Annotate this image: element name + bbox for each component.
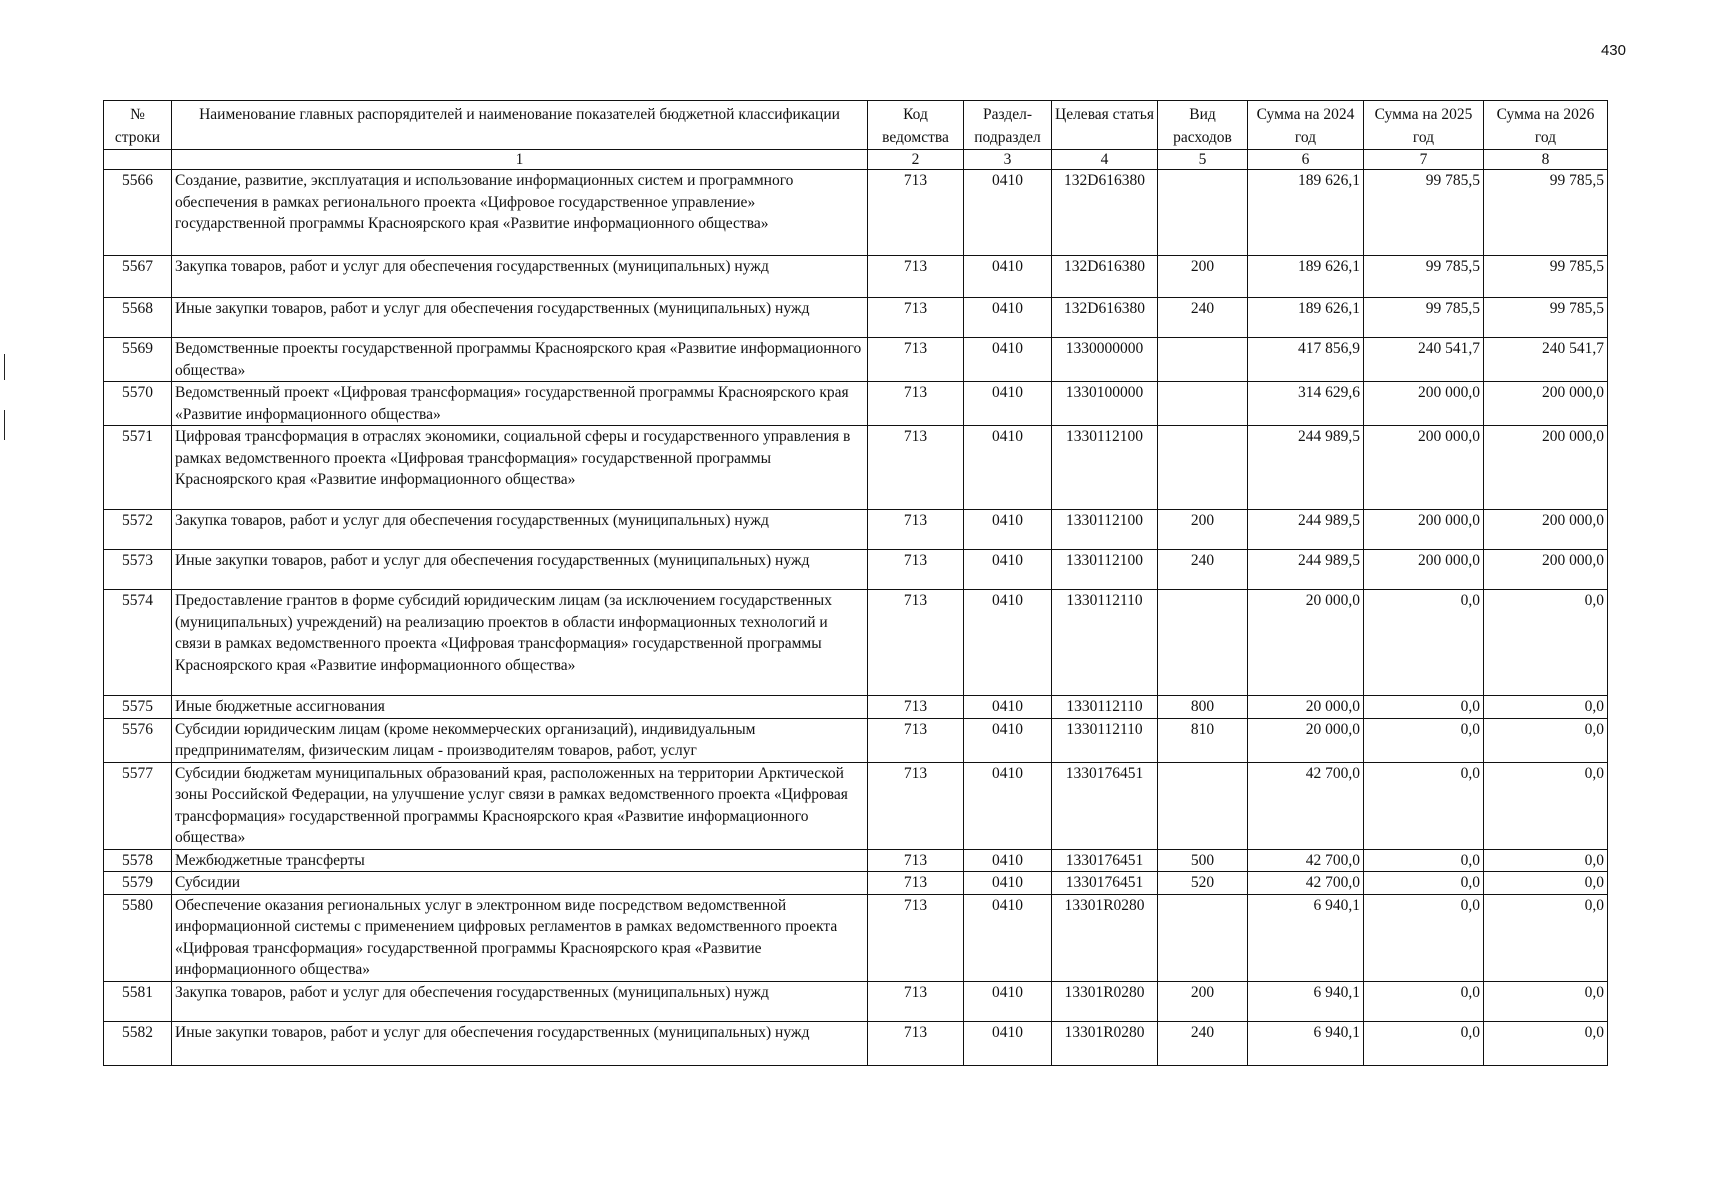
target-article: 1330112100 — [1052, 426, 1158, 510]
row-number: 5574 — [104, 590, 172, 696]
dept-code: 713 — [868, 298, 964, 338]
target-article: 1330112110 — [1052, 590, 1158, 696]
row-name: Предоставление грантов в форме субсидий юридическим лицам (за исключением государственных (муниципальных) учреждений) на реализацию проектов в области информационных технологий и связи в рамках ведомственного проекта «Цифровая трансформация» государственной программы Красноярского края «Развитие информационного общества» — [172, 590, 868, 696]
section-code: 0410 — [964, 590, 1052, 696]
row-name: Обеспечение оказания региональных услуг в электронном виде посредством ведомственной информационной системы с применением цифровых регламентов в рамках ведомственного проекта «Цифровая трансформация» государственной программы Красноярского края «Развитие информационного общества» — [172, 894, 868, 981]
sum-2026: 240 541,7 — [1484, 338, 1608, 382]
target-article: 1330176451 — [1052, 849, 1158, 872]
section-code: 0410 — [964, 298, 1052, 338]
expense-type: 200 — [1158, 256, 1248, 298]
header-dept-code: Код ведомства — [868, 101, 964, 150]
expense-type: 800 — [1158, 696, 1248, 719]
section-code: 0410 — [964, 510, 1052, 550]
sum-2026: 200 000,0 — [1484, 426, 1608, 510]
expense-type — [1158, 338, 1248, 382]
sum-2024: 244 989,5 — [1248, 426, 1364, 510]
section-code: 0410 — [964, 1021, 1052, 1065]
sum-2025: 200 000,0 — [1364, 382, 1484, 426]
header-expense-type: Вид расходов — [1158, 101, 1248, 150]
dept-code: 713 — [868, 872, 964, 895]
expense-type: 810 — [1158, 718, 1248, 762]
dept-code: 713 — [868, 426, 964, 510]
table-row — [104, 849, 1608, 872]
section-code: 0410 — [964, 550, 1052, 590]
table-row — [104, 894, 1608, 981]
sum-2025: 99 785,5 — [1364, 298, 1484, 338]
dept-code: 713 — [868, 1021, 964, 1065]
sum-2025: 0,0 — [1364, 762, 1484, 849]
sum-2024: 42 700,0 — [1248, 762, 1364, 849]
table-row — [104, 510, 1608, 550]
sum-2026: 0,0 — [1484, 872, 1608, 895]
row-name: Закупка товаров, работ и услуг для обеспечения государственных (муниципальных) нужд — [172, 981, 868, 1021]
sum-2025: 0,0 — [1364, 590, 1484, 696]
dept-code: 713 — [868, 718, 964, 762]
sum-2026: 0,0 — [1484, 981, 1608, 1021]
row-number: 5582 — [104, 1021, 172, 1065]
expense-type: 240 — [1158, 1021, 1248, 1065]
sum-2025: 0,0 — [1364, 872, 1484, 895]
target-article: 132D616380 — [1052, 256, 1158, 298]
dept-code: 713 — [868, 849, 964, 872]
column-number: 1 — [172, 150, 868, 170]
target-article: 1330100000 — [1052, 382, 1158, 426]
table-row — [104, 1021, 1608, 1065]
scan-margin-mark — [4, 354, 5, 380]
row-name: Создание, развитие, эксплуатация и использование информационных систем и программного обеспечения в рамках регионального проекта «Цифровое государственное управление» государственной программы Красноярского края «Развитие информационного общества» — [172, 170, 868, 256]
header-target-article: Целевая статья — [1052, 101, 1158, 150]
table-row — [104, 298, 1608, 338]
page-number: 430 — [1600, 42, 1626, 59]
sum-2026: 99 785,5 — [1484, 256, 1608, 298]
sum-2025: 0,0 — [1364, 849, 1484, 872]
sum-2024: 20 000,0 — [1248, 718, 1364, 762]
dept-code: 713 — [868, 696, 964, 719]
section-code: 0410 — [964, 256, 1052, 298]
sum-2025: 0,0 — [1364, 1021, 1484, 1065]
row-name: Ведомственный проект «Цифровая трансформация» государственной программы Красноярского края «Развитие информационного общества» — [172, 382, 868, 426]
target-article: 1330112110 — [1052, 718, 1158, 762]
dept-code: 713 — [868, 894, 964, 981]
sum-2025: 99 785,5 — [1364, 256, 1484, 298]
sum-2025: 0,0 — [1364, 981, 1484, 1021]
expense-type — [1158, 170, 1248, 256]
header-name: Наименование главных распорядителей и наименование показателей бюджетной классификации — [172, 101, 868, 150]
sum-2024: 6 940,1 — [1248, 1021, 1364, 1065]
column-number: 3 — [964, 150, 1052, 170]
sum-2024: 244 989,5 — [1248, 550, 1364, 590]
row-name: Межбюджетные трансферты — [172, 849, 868, 872]
target-article: 1330112100 — [1052, 510, 1158, 550]
table-row — [104, 256, 1608, 298]
target-article: 1330000000 — [1052, 338, 1158, 382]
table-row — [104, 590, 1608, 696]
section-code: 0410 — [964, 696, 1052, 719]
dept-code: 713 — [868, 590, 964, 696]
column-number: 6 — [1248, 150, 1364, 170]
row-name: Цифровая трансформация в отраслях экономики, социальной сферы и государственного управления в рамках ведомственного проекта «Цифровая трансформация» государственной программы Красноярского края «Развитие информационного общества» — [172, 426, 868, 510]
expense-type: 500 — [1158, 849, 1248, 872]
row-number: 5568 — [104, 298, 172, 338]
table-row — [104, 872, 1608, 895]
expense-type — [1158, 382, 1248, 426]
section-code: 0410 — [964, 382, 1052, 426]
dept-code: 713 — [868, 762, 964, 849]
sum-2026: 99 785,5 — [1484, 298, 1608, 338]
expense-type — [1158, 762, 1248, 849]
row-name: Субсидии — [172, 872, 868, 895]
table-row — [104, 382, 1608, 426]
table-row — [104, 426, 1608, 510]
dept-code: 713 — [868, 338, 964, 382]
header-section: Раздел-подраздел — [964, 101, 1052, 150]
target-article: 1330176451 — [1052, 762, 1158, 849]
sum-2024: 189 626,1 — [1248, 298, 1364, 338]
sum-2026: 0,0 — [1484, 849, 1608, 872]
table-row — [104, 170, 1608, 256]
sum-2025: 240 541,7 — [1364, 338, 1484, 382]
expense-type — [1158, 894, 1248, 981]
target-article: 13301R0280 — [1052, 981, 1158, 1021]
sum-2024: 20 000,0 — [1248, 590, 1364, 696]
budget-table — [103, 100, 1608, 1066]
row-number: 5579 — [104, 872, 172, 895]
expense-type: 240 — [1158, 550, 1248, 590]
sum-2026: 0,0 — [1484, 590, 1608, 696]
sum-2025: 200 000,0 — [1364, 426, 1484, 510]
section-code: 0410 — [964, 718, 1052, 762]
row-name: Субсидии юридическим лицам (кроме некоммерческих организаций), индивидуальным предпринимателям, физическим лицам - производителям товаров, работ, услуг — [172, 718, 868, 762]
row-name: Субсидии бюджетам муниципальных образований края, расположенных на территории Арктической зоны Российской Федерации, на улучшение услуг связи в рамках ведомственного проекта «Цифровая трансформация» государственной программы Красноярского края «Развитие информационного общества» — [172, 762, 868, 849]
table-row — [104, 718, 1608, 762]
sum-2024: 6 940,1 — [1248, 894, 1364, 981]
table-row — [104, 762, 1608, 849]
expense-type: 200 — [1158, 981, 1248, 1021]
sum-2024: 42 700,0 — [1248, 872, 1364, 895]
header-row-no: № строки — [104, 101, 172, 150]
expense-type: 200 — [1158, 510, 1248, 550]
sum-2026: 200 000,0 — [1484, 510, 1608, 550]
table-row — [104, 981, 1608, 1021]
row-number: 5577 — [104, 762, 172, 849]
column-number: 4 — [1052, 150, 1158, 170]
sum-2024: 42 700,0 — [1248, 849, 1364, 872]
section-code: 0410 — [964, 426, 1052, 510]
sum-2024: 6 940,1 — [1248, 981, 1364, 1021]
row-name: Закупка товаров, работ и услуг для обеспечения государственных (муниципальных) нужд — [172, 256, 868, 298]
expense-type — [1158, 426, 1248, 510]
table-row — [104, 696, 1608, 719]
sum-2026: 99 785,5 — [1484, 170, 1608, 256]
sum-2024: 189 626,1 — [1248, 256, 1364, 298]
target-article: 13301R0280 — [1052, 1021, 1158, 1065]
expense-type: 240 — [1158, 298, 1248, 338]
target-article: 1330176451 — [1052, 872, 1158, 895]
column-number: 8 — [1484, 150, 1608, 170]
row-number: 5578 — [104, 849, 172, 872]
table-row — [104, 338, 1608, 382]
header-row — [104, 101, 1608, 150]
row-number: 5576 — [104, 718, 172, 762]
row-number: 5580 — [104, 894, 172, 981]
row-number: 5575 — [104, 696, 172, 719]
sum-2026: 0,0 — [1484, 762, 1608, 849]
section-code: 0410 — [964, 981, 1052, 1021]
row-name: Иные закупки товаров, работ и услуг для обеспечения государственных (муниципальных) нужд — [172, 550, 868, 590]
sum-2024: 314 629,6 — [1248, 382, 1364, 426]
row-number: 5571 — [104, 426, 172, 510]
column-number-row — [104, 150, 1608, 170]
sum-2025: 200 000,0 — [1364, 550, 1484, 590]
dept-code: 713 — [868, 382, 964, 426]
sum-2026: 0,0 — [1484, 696, 1608, 719]
section-code: 0410 — [964, 872, 1052, 895]
dept-code: 713 — [868, 510, 964, 550]
sum-2025: 0,0 — [1364, 718, 1484, 762]
section-code: 0410 — [964, 849, 1052, 872]
sum-2024: 20 000,0 — [1248, 696, 1364, 719]
target-article: 1330112100 — [1052, 550, 1158, 590]
sum-2024: 189 626,1 — [1248, 170, 1364, 256]
table-row — [104, 550, 1608, 590]
sum-2026: 0,0 — [1484, 894, 1608, 981]
sum-2026: 200 000,0 — [1484, 382, 1608, 426]
row-number: 5581 — [104, 981, 172, 1021]
row-number: 5566 — [104, 170, 172, 256]
section-code: 0410 — [964, 170, 1052, 256]
sum-2024: 417 856,9 — [1248, 338, 1364, 382]
row-name: Закупка товаров, работ и услуг для обеспечения государственных (муниципальных) нужд — [172, 510, 868, 550]
row-number: 5572 — [104, 510, 172, 550]
dept-code: 713 — [868, 170, 964, 256]
sum-2026: 200 000,0 — [1484, 550, 1608, 590]
sum-2026: 0,0 — [1484, 718, 1608, 762]
section-code: 0410 — [964, 894, 1052, 981]
row-name: Иные закупки товаров, работ и услуг для обеспечения государственных (муниципальных) нужд — [172, 298, 868, 338]
row-name: Иные бюджетные ассигнования — [172, 696, 868, 719]
target-article: 13301R0280 — [1052, 894, 1158, 981]
row-name: Ведомственные проекты государственной программы Красноярского края «Развитие информационного общества» — [172, 338, 868, 382]
expense-type — [1158, 590, 1248, 696]
header-sum-2026: Сумма на 2026 год — [1484, 101, 1608, 150]
column-number — [104, 150, 172, 170]
sum-2025: 0,0 — [1364, 696, 1484, 719]
sum-2025: 99 785,5 — [1364, 170, 1484, 256]
row-number: 5570 — [104, 382, 172, 426]
expense-type: 520 — [1158, 872, 1248, 895]
dept-code: 713 — [868, 981, 964, 1021]
row-number: 5569 — [104, 338, 172, 382]
row-number: 5573 — [104, 550, 172, 590]
target-article: 132D616380 — [1052, 298, 1158, 338]
column-number: 2 — [868, 150, 964, 170]
sum-2024: 244 989,5 — [1248, 510, 1364, 550]
header-sum-2024: Сумма на 2024 год — [1248, 101, 1364, 150]
section-code: 0410 — [964, 338, 1052, 382]
dept-code: 713 — [868, 550, 964, 590]
scan-margin-mark — [4, 410, 5, 440]
row-number: 5567 — [104, 256, 172, 298]
sum-2026: 0,0 — [1484, 1021, 1608, 1065]
sum-2025: 200 000,0 — [1364, 510, 1484, 550]
target-article: 132D616380 — [1052, 170, 1158, 256]
section-code: 0410 — [964, 762, 1052, 849]
sum-2025: 0,0 — [1364, 894, 1484, 981]
column-number: 5 — [1158, 150, 1248, 170]
header-sum-2025: Сумма на 2025 год — [1364, 101, 1484, 150]
dept-code: 713 — [868, 256, 964, 298]
column-number: 7 — [1364, 150, 1484, 170]
target-article: 1330112110 — [1052, 696, 1158, 719]
row-name: Иные закупки товаров, работ и услуг для обеспечения государственных (муниципальных) нужд — [172, 1021, 868, 1065]
